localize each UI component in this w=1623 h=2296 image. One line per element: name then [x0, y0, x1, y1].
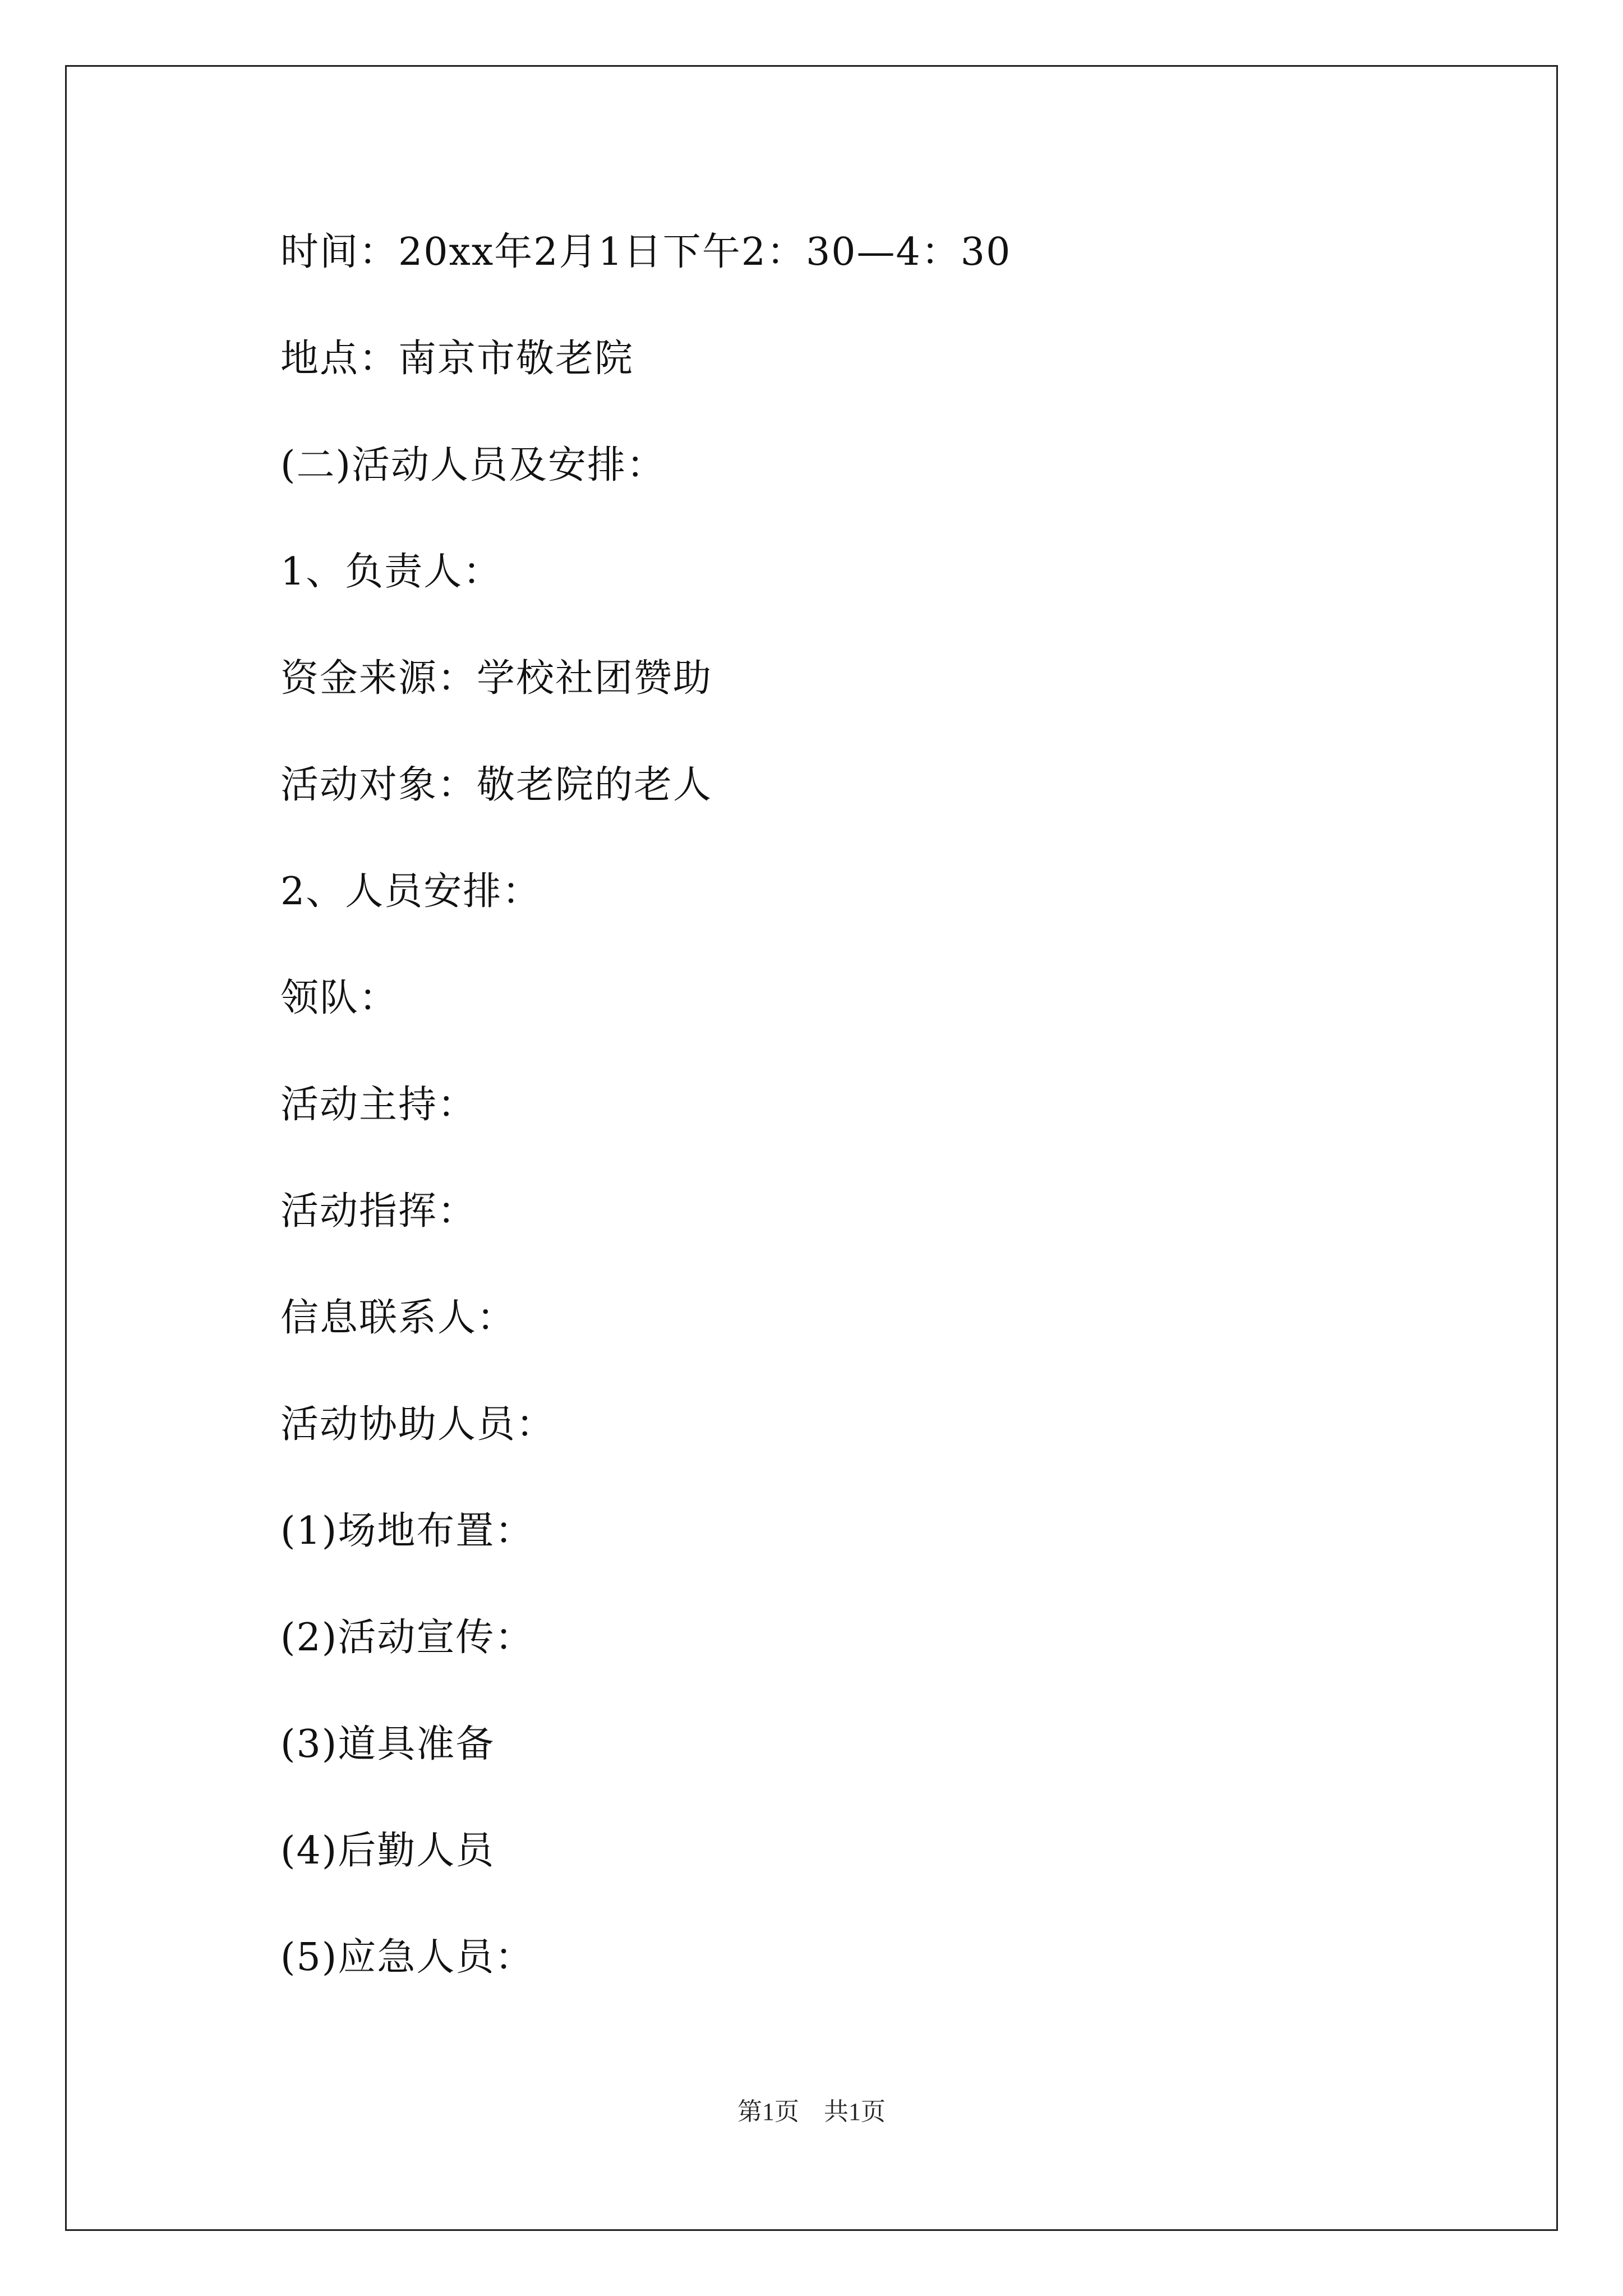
publicity-line: (2)活动宣传：	[280, 1616, 534, 1660]
venue-setup-line: (1)场地布置：	[280, 1509, 534, 1553]
contact-person-line: 信息联系人：	[280, 1296, 517, 1340]
location-line: 地点：南京市敬老院	[280, 337, 634, 381]
emergency-staff-line: (5)应急人员：	[280, 1935, 534, 1980]
staff-arrangement-line: 2、人员安排：	[280, 869, 542, 914]
section-heading-staff: (二)活动人员及安排：	[280, 443, 666, 487]
assistants-line: 活动协助人员：	[280, 1402, 556, 1447]
target-audience-line: 活动对象：敬老院的老人	[280, 763, 713, 807]
page-number-footer: 第1页 共1页	[737, 2098, 886, 2125]
time-line: 时间：20xx年2月1日下午2：30—4：30	[280, 230, 1012, 274]
funding-source-line: 资金来源：学校社团赞助	[280, 656, 713, 701]
host-line: 活动主持：	[280, 1083, 477, 1127]
logistics-line: (4)后勤人员	[280, 1829, 495, 1873]
document-body	[280, 224, 1458, 2036]
team-leader-line: 领队：	[280, 976, 399, 1020]
props-line: (3)道具准备	[280, 1722, 495, 1766]
person-in-charge-line: 1、负责人：	[280, 550, 502, 594]
conductor-line: 活动指挥：	[280, 1189, 477, 1234]
